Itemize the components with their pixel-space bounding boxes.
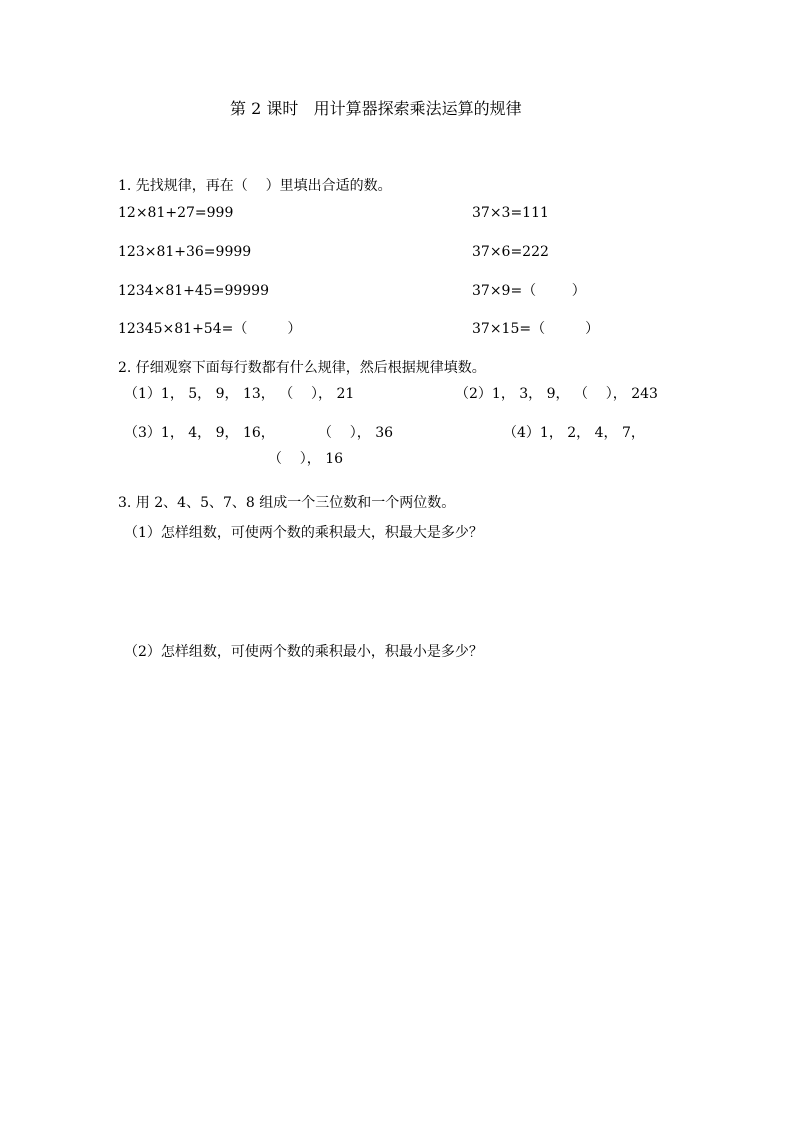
q1-right-4: 37×15=（ ） [472,321,600,337]
q1-left-1: 12×81+27=999 [118,205,234,221]
q2-item-3-blank: （ ）， 36 [318,425,394,441]
q3-prompt: 3. 用 2、4、5、7、8 组成一个三位数和一个两位数。 [118,495,456,511]
page-title: 第 2 课时 用计算器探索乘法运算的规律 [230,99,522,118]
q1-left-3: 1234×81+45=99999 [118,283,269,299]
q1-right-2: 37×6=222 [472,244,549,260]
q1-right-1: 37×3=111 [472,205,549,221]
q2-item-4-blank: （ ）， 16 [268,451,344,467]
q1-prompt: 1. 先找规律，再在（ ）里填出合适的数。 [118,178,392,194]
q3-sub-2: （2）怎样组数，可使两个数的乘积最小，积最小是多少？ [124,644,483,660]
q2-prompt: 2. 仔细观察下面每行数都有什么规律，然后根据规律填数。 [118,360,486,376]
q1-right-3: 37×9=（ ） [472,283,586,299]
q3-sub-1: （1）怎样组数，可使两个数的乘积最大，积最大是多少？ [124,525,483,541]
q2-item-1: （1）1， 5， 9， 13， （ ）， 21 [124,386,355,402]
q1-left-4: 12345×81+54=（ ） [118,321,302,337]
q1-left-2: 123×81+36=9999 [118,244,252,260]
q2-item-3: （3）1， 4， 9， 16， [124,425,275,441]
q2-item-2: （2）1， 3， 9， （ ）， 243 [455,386,658,402]
q2-item-4: （4）1， 2， 4， 7， [503,425,645,441]
